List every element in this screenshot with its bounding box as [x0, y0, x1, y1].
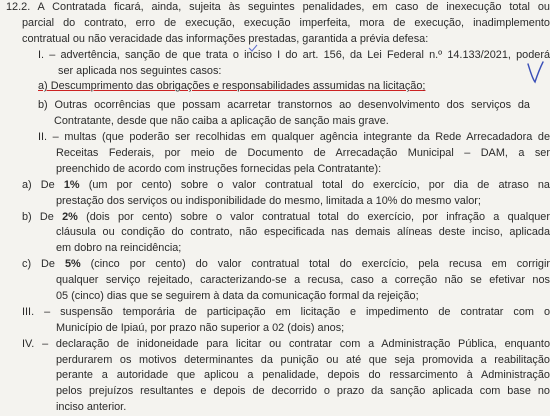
item-iii-line-1: III. – suspensão temporária de participação em licitação e impedimento de contratar com o [22, 305, 550, 318]
item-ii-a-line-1: a) De 1% (um por cento) sobre o valor contratual total do exercício, por dia de atraso na [22, 178, 550, 191]
item-iv-line-3: perante a autoridade que aplicou a penalidade, depois do ressarcimento à Administração [56, 369, 550, 382]
para-12-2-line-1: 12.2. A Contratada ficará, ainda, sujeita às seguintes penalidades, em caso de inexecução total ou [6, 1, 550, 13]
item-ii-b-line-2: cláusula ou condição do contrato, não especificada nas demais alíneas deste inciso, aplicada [56, 226, 550, 239]
item-i-a: a) Descumprimento das obrigações e responsabilidades assumidas na licitação; [38, 80, 426, 93]
item-ii-b-line-1: b) De 2% (dois por cento) sobre o valor contratual total do exercício, por infração a qualquer [22, 210, 550, 223]
percent-1: 1% [63, 178, 80, 191]
item-i-line-1: I. – advertência, sanção de que trata o inciso I do art. 156, da Lei Federal n.º 14.133/2021, poderá [38, 48, 550, 61]
item-iv-line-1: IV. – declaração de inidoneidade para licitar ou contratar com a Administração Pública, enquanto [22, 337, 550, 350]
para-12-2-line-2: parcial do contrato, erro de execução, execução imperfeita, mora de execução, inadimplemento [22, 16, 550, 29]
small-tick-mark-icon [248, 44, 258, 52]
item-ii-c-line-2: qualquer serviço rejeitado, caracterizando-se a recusa, caso a correção não se efetivar nos [56, 274, 550, 287]
item-iv-line-5: inciso anterior. [56, 401, 127, 414]
item-ii-c-line-3: 05 (cinco) dias que se seguirem à data da comunicação formal da rejeição; [56, 290, 419, 303]
item-i-b-line-1: b) Outras ocorrências que possam acarretar transtornos ao desenvolvimento dos serviços da [38, 99, 530, 112]
percent-2: 2% [62, 210, 78, 223]
percent-5: 5% [64, 258, 81, 271]
handwritten-check-mark-icon [526, 60, 544, 86]
item-iii-line-2: Município de Ipiaú, por prazo não superior a 02 (dois) anos; [56, 321, 345, 334]
item-iv-line-2: perdurarem os motivos determinantes da punição ou até que seja promovida a reabilitação [56, 353, 550, 366]
para-12-2-line-3: contratual ou não veracidade das informações prestadas, garantida a prévia defesa: [22, 32, 429, 45]
item-i-b-line-2: Contratante, desde que não caiba a aplicação de sanção mais grave. [54, 115, 389, 128]
item-i-line-2: ser aplicada nos seguintes casos: [58, 64, 222, 77]
item-iv-line-4: pelos prejuízos resultantes e depois de decorrido o prazo da sanção aplicada com base no [56, 385, 550, 398]
item-ii-line-3: preenchido de acordo com instruções fornecidas pela Contratante): [56, 162, 382, 175]
item-ii-a-line-2: prestação dos serviços ou indisponibilidade do mesmo, limitada a 10% do mesmo valor; [56, 194, 481, 207]
item-ii-b-line-3: em dobro na reincidência; [56, 242, 182, 255]
item-ii-c-line-1: c) De 5% (cinco por cento) do valor contratual total do exercício, pela recusa em corrigir [22, 258, 550, 271]
item-ii-line-2: Receitas Federais, por meio de Documento de Arrecadação Municipal – DAM, a ser [56, 147, 550, 160]
item-ii-line-1: II. – multas (que poderão ser recolhidas em qualquer agência integrante da Rede Arrecadadora de [38, 131, 550, 144]
